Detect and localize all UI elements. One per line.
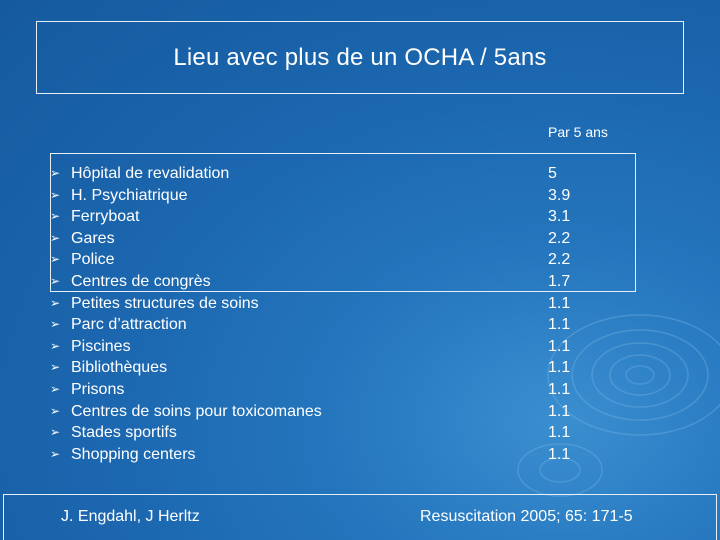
list-item [0,293,720,315]
location-value: 1.1 [548,424,571,442]
arrow-bullet-icon: ➢ [50,360,61,375]
title-box [36,21,684,94]
list-item [0,249,720,271]
list-item [0,422,720,444]
arrow-bullet-icon: ➢ [50,230,61,245]
footer-border-right [716,494,717,540]
list-item [0,357,720,379]
arrow-bullet-icon: ➢ [50,187,61,202]
arrow-bullet-icon: ➢ [50,209,61,224]
slide-title: Lieu avec plus de un OCHA / 5ans [173,43,547,71]
location-label: Stades sportifs [71,424,177,442]
list-item [0,206,720,228]
location-value: 1.1 [548,294,571,312]
footer-citation: Resuscitation 2005; 65: 171-5 [420,508,633,525]
footer-authors: J. Engdahl, J Herltz [61,508,200,525]
arrow-bullet-icon: ➢ [50,381,61,396]
location-value: 3.1 [548,208,571,226]
arrow-bullet-icon: ➢ [50,252,61,267]
arrow-bullet-icon: ➢ [50,338,61,353]
list-item [0,401,720,423]
location-label: Shopping centers [71,445,196,463]
location-label: Petites structures de soins [71,294,259,312]
location-label: Parc d’attraction [71,316,187,334]
arrow-bullet-icon: ➢ [50,403,61,418]
location-value: 1.1 [548,316,571,334]
arrow-bullet-icon: ➢ [50,425,61,440]
location-label: Prisons [71,380,125,398]
location-label: Centres de soins pour toxicomanes [71,402,322,420]
location-label: Gares [71,229,115,247]
footer [0,494,720,540]
list-item [0,163,720,185]
location-value: 1.7 [548,272,571,290]
location-value: 2.2 [548,251,571,269]
location-label: Ferryboat [71,208,140,226]
footer-border-left [3,494,4,540]
list-item [0,185,720,207]
list-item [0,336,720,358]
location-label: H. Psychiatrique [71,186,188,204]
location-label: Hôpital de revalidation [71,165,230,182]
location-value: 3.9 [548,186,571,204]
column-header: Par 5 ans [548,124,608,140]
location-value: 1.1 [548,402,571,420]
list-item [0,379,720,401]
location-value: 1.1 [548,445,571,463]
arrow-bullet-icon: ➢ [50,273,61,288]
list-item [0,444,720,466]
location-label: Centres de congrès [71,272,211,290]
location-value: 5 [548,165,557,182]
location-value: 1.1 [548,337,571,355]
location-label: Piscines [71,337,131,355]
arrow-bullet-icon: ➢ [50,446,61,461]
arrow-bullet-icon: ➢ [50,295,61,310]
location-value: 1.1 [548,359,571,377]
locations-list [0,163,720,465]
arrow-bullet-icon: ➢ [50,317,61,332]
footer-divider [3,494,717,495]
arrow-bullet-icon: ➢ [50,166,61,180]
location-value: 2.2 [548,229,571,247]
location-value: 1.1 [548,380,571,398]
location-label: Bibliothèques [71,359,168,377]
list-item [0,314,720,336]
list-item [0,271,720,293]
location-label: Police [71,251,115,269]
list-item [0,228,720,250]
